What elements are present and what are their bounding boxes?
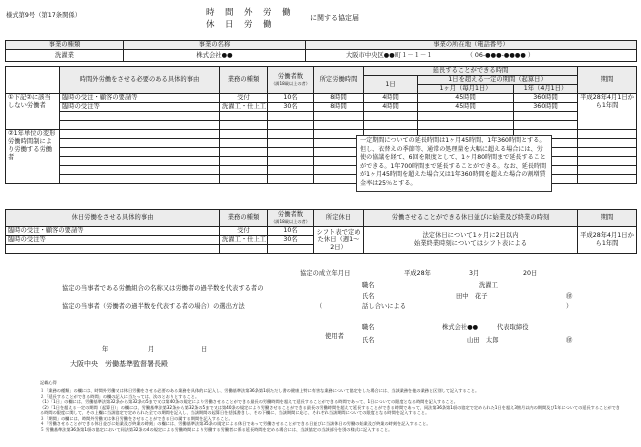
union-label: 協定の当事者である労働組合の名称又は労働者の過半数を代表する者の xyxy=(62,285,264,292)
header-workers: 労働者数 （満18歳以上の者） xyxy=(268,67,314,94)
holiday-period: 平成28年4月1日から1年間 xyxy=(578,227,637,254)
table-cell: 360時間 xyxy=(514,94,578,103)
table-cell: 4時間 xyxy=(364,103,418,112)
table-row: 臨時の受注・顧客の要請等 xyxy=(6,227,220,236)
note-line: （2）「1日を超える一定の期間（起算日）」の欄には、労働基準法第32条から第32条の5まで又は第40条の規定により労働させることができる最長の労働時間を超えて延長することができる時間であって、同法第36条第1項の協定で定められた1日を超え3箇月以内の期間及び1年についての延長することができる時間の限度に関して、その上欄に当該協定で定められた全ての期間を記入し、当該期間の起算日を括弧書きし、その下欄に、当該期間に応じ、それぞれ当該期間についての限度となる時間を記入すること。 xyxy=(40,404,620,415)
title-suffix: に関する協定届 xyxy=(310,14,359,22)
header-holiday-workers: 労働者数 （満18歳以上の者） xyxy=(268,210,314,227)
table-row: 臨時の受注・顧客の要請等 xyxy=(60,94,220,103)
address-cell xyxy=(306,50,637,62)
business-name-value: 株式会社●● xyxy=(124,50,306,62)
header-period: 期間 xyxy=(578,67,637,94)
table-cell: 洗濯工・仕上工 xyxy=(220,103,268,112)
title-line-overtime: 時 間 外 労 働 xyxy=(206,8,292,18)
note-line: （1）「1日」の欄には、労働基準法第32条から第32条の5まで又は第40条の規定により労働させることができる最長の労働時間を超えて延長することができる時間であって、1日についての限度となる時間を記入すること。 xyxy=(40,399,458,404)
header-day: 1日 xyxy=(364,76,418,94)
form-id: 様式第9号（第17条関係） xyxy=(6,12,81,19)
header-business-name: 事業の名称 xyxy=(124,41,306,50)
header-address: 事業の所在地（電話番号） xyxy=(306,41,637,50)
method-paren-close: ） xyxy=(566,303,573,310)
group1-label: ①下記②に該当しない労働者 xyxy=(6,94,60,130)
submit-year-label: 年 xyxy=(102,346,109,353)
employer-company: 株式会社●● xyxy=(442,324,479,331)
notes-heading: 記載心得 xyxy=(40,380,57,385)
table-cell: 受付 xyxy=(220,227,268,236)
table-cell: 30名 xyxy=(268,103,314,112)
business-info-table xyxy=(5,40,637,62)
holiday-table xyxy=(5,209,637,254)
table-row: 臨時の受注等 xyxy=(6,236,220,245)
employer-label: 使用者 xyxy=(325,333,344,340)
table-cell: 30名 xyxy=(268,236,314,245)
header-month: 1ヶ月（毎月1日） xyxy=(418,85,514,94)
header-holiday-job: 業務の種類 xyxy=(220,210,268,227)
table-cell: 360時間 xyxy=(514,103,578,112)
rep-name-value: 田中 花子 xyxy=(456,293,488,300)
employer-seal: ㊞ xyxy=(566,337,573,344)
note-line: ２「延長することができる時間」の欄の記入に当たっては、次のとおりとすること。 xyxy=(40,393,200,399)
holiday-value: シフト表で定めた休日（週1～2日） xyxy=(314,227,364,254)
note-line: ４「労働させることができる休日並びに始業及び終業の時刻」の欄には、労働基準法第35条の規定による休日であって労働させることができる日並びに当該休日の労働の始業及び終業の時刻を記入すること。 xyxy=(40,421,431,426)
employer-title: 代表取締役 xyxy=(497,324,529,331)
extension-note-box: 一定期間についての延長時間は1ヶ月45時間、1年360時間とする。但し、衣替えの季節等、通常の処理量を大幅に超える場合には、労使の協議を経て、6回を限度として、1ヶ月80時間まで延長することができる。1年700時間まで延長することができる。なお、延長時間が1ヶ月45時間を超えた場合又は1年360時間を超えた場合の割増賃金率は25％とする。 xyxy=(356,135,552,192)
holiday-details: 法定休日について1ヶ月に2日以内 始業終業時刻についてはシフト表による xyxy=(364,227,578,254)
header-holiday-period: 期間 xyxy=(578,210,637,227)
submit-month-label: 月 xyxy=(148,346,155,353)
title-line-holiday: 休 日 労 働 xyxy=(206,20,273,30)
note-line: ５ 労働基準法第36条第1項の協定において同法第32条の4の規定による労働時間により労働する労働者に係る延長時間を定める場合には、当該協定の当該部分を別の様式に記入すること。 xyxy=(40,426,393,432)
table-cell: 10名 xyxy=(268,94,314,103)
agreement-date-label: 協定の成立年月日 xyxy=(300,270,351,277)
header-hours: 所定労働時間 xyxy=(314,67,364,94)
header-extend: 延長することができる時間 xyxy=(364,67,578,76)
labor-office: 大阪中央 労働基準監督署長殿 xyxy=(70,360,168,368)
rep-seal: ㊞ xyxy=(566,293,573,300)
header-year: 1年（4月1日） xyxy=(514,85,578,94)
submit-day-label: 日 xyxy=(201,346,208,353)
header-beyond: 1日を超える一定の期間（起算日） xyxy=(418,76,578,85)
overtime-period: 平成28年4月1日から1年間 xyxy=(578,94,637,130)
method-paren-open: （ xyxy=(316,303,323,310)
header-holiday-reason: 休日労働をさせる具体的事由 xyxy=(6,210,220,227)
rep-name-label: 氏名 xyxy=(362,293,375,300)
employer-name: 山田 太郎 xyxy=(467,337,499,344)
address-value: 大阪市中央区●●町１－１－１ xyxy=(346,51,433,59)
table-cell: 8時間 xyxy=(314,103,364,112)
table-cell: 10名 xyxy=(268,227,314,236)
employer-name-label: 氏名 xyxy=(362,337,375,344)
note-line: １「業務の種類」の欄には、時間外労働又は休日労働をさせる必要のある業務を具体的に記入し、労働基準法第36条第1項ただし書の健康上特に有害な業務について協定をした場合には、当該業務を他の業務と区別して記入すること。 xyxy=(40,388,480,393)
table-row: 臨時の受注等 xyxy=(60,103,220,112)
agreement-day: 20日 xyxy=(523,270,538,277)
table-cell: 洗濯工・仕上工 xyxy=(220,236,268,245)
group2-label: ②1年単位の変形労働時間制により労働する労働者 xyxy=(6,130,60,184)
header-business-type: 事業の種類 xyxy=(6,41,124,50)
header-holiday-day: 所定休日 xyxy=(314,210,364,227)
selection-method-value: 話し合いによる xyxy=(362,303,407,310)
notes-body xyxy=(40,388,620,432)
header-holiday-details: 労働させることができる休日並びに始業及び終業の時刻 xyxy=(364,210,578,227)
header-overtime-reason: 時間外労働をさせる必要のある具体的事由 xyxy=(60,67,220,94)
table-cell: 45時間 xyxy=(418,94,514,103)
business-type-value: 洗濯業 xyxy=(6,50,124,62)
agreement-year: 平成28年 xyxy=(404,270,431,277)
table-cell: 45時間 xyxy=(418,103,514,112)
agreement-month: 3月 xyxy=(469,270,480,277)
rep-job-value: 洗濯工 xyxy=(479,282,498,289)
employer-job-label: 職名 xyxy=(362,324,375,331)
table-cell: 受付 xyxy=(220,94,268,103)
rep-job-label: 職名 xyxy=(362,282,375,289)
phone-value: （ 06-●●●-●●●● ） xyxy=(466,51,535,59)
table-cell: 8時間 xyxy=(314,94,364,103)
note-line: ３「期間」の欄には、時間外労働又は休日労働をさせることができる日の属する期間を記入すること。 xyxy=(40,415,233,421)
selection-method-label: 協定の当事者（労働者の過半数を代表する者の場合）の選出方法 xyxy=(62,303,245,310)
table-cell: 4時間 xyxy=(364,94,418,103)
header-job-type: 業務の種類 xyxy=(220,67,268,94)
